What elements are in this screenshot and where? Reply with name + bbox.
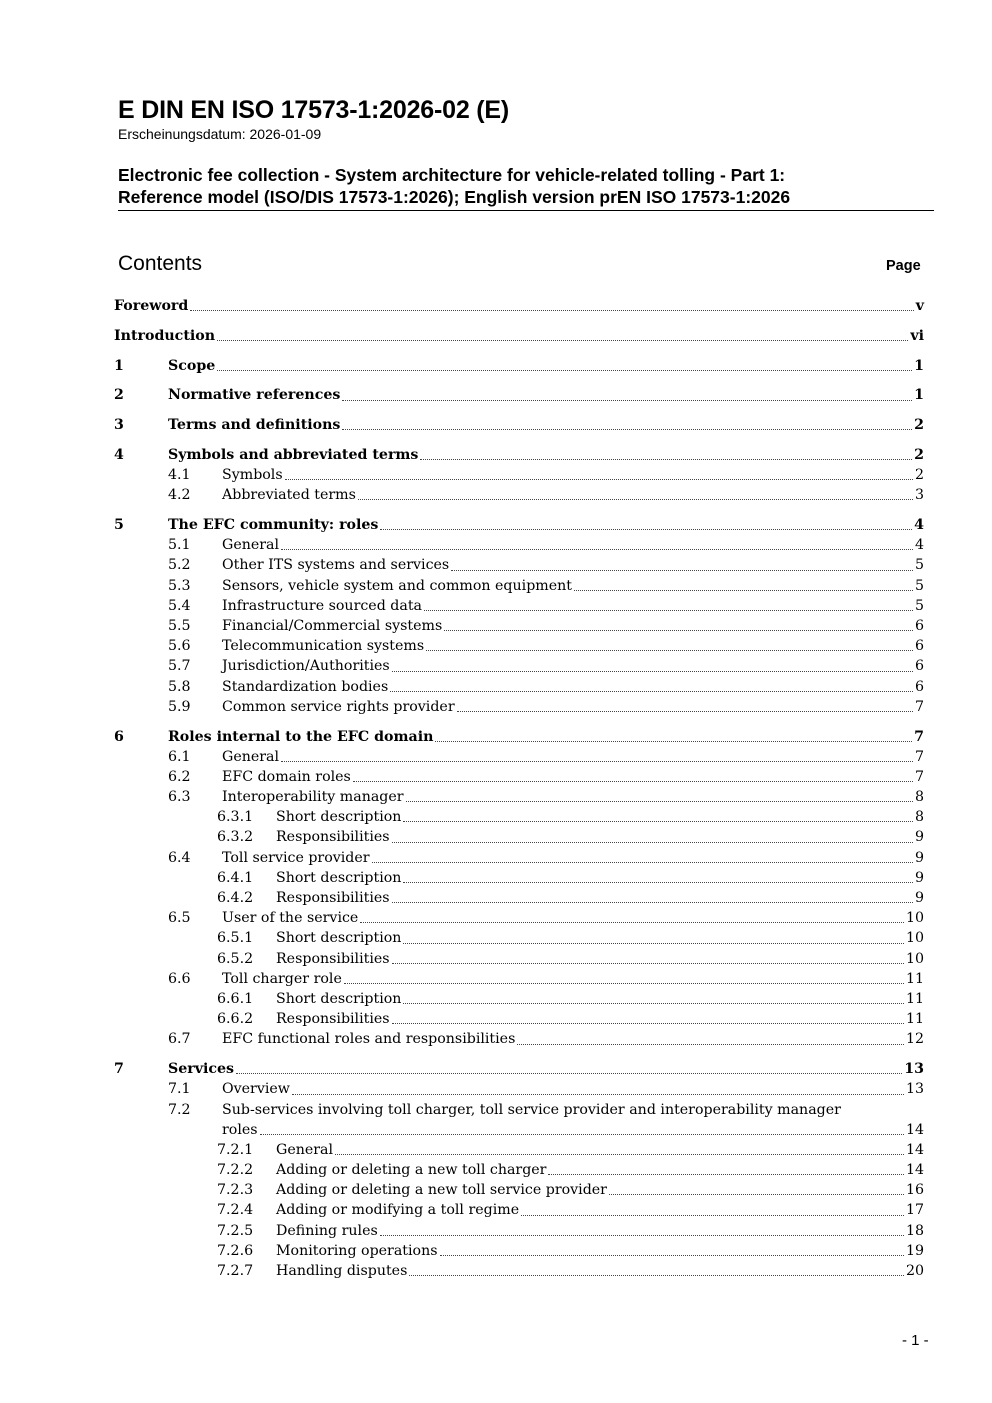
toc-entry[interactable] (114, 787, 924, 807)
toc-entry[interactable] (114, 576, 924, 596)
toc-entry-title: Short description (276, 990, 402, 1007)
toc-entry-number: 5.5 (168, 618, 191, 634)
toc-entry-title: Common service rights provider (222, 698, 455, 715)
toc-entry-title: Short description (276, 809, 402, 826)
toc-entry[interactable] (114, 827, 924, 847)
toc-entry-title: General (222, 748, 280, 765)
toc-entry[interactable] (114, 1241, 924, 1261)
toc-entry-page: 14 (905, 1162, 924, 1179)
toc-entry-page: 16 (905, 1182, 924, 1199)
toc-entry-page: 13 (904, 1061, 924, 1078)
toc-entry-title: Short description (276, 869, 402, 886)
toc-entry-page: 14 (905, 1141, 924, 1158)
toc-entry-title: Standardization bodies (222, 678, 389, 695)
toc-leader-dots (609, 1194, 904, 1195)
toc-entry-page: v (915, 297, 924, 314)
toc-leader-dots (281, 761, 913, 762)
toc-entry[interactable] (114, 1100, 924, 1140)
toc-entry-number: 6.4.1 (217, 869, 254, 886)
toc-entry-title: Symbols (222, 467, 283, 484)
toc-leader-dots (392, 1023, 904, 1024)
toc-entry-number: 7.2.5 (217, 1222, 254, 1239)
toc-entry[interactable] (114, 535, 924, 555)
toc-leader-dots (440, 1255, 904, 1256)
toc-entry[interactable] (114, 1079, 924, 1099)
toc-leader-dots (360, 922, 904, 923)
toc-leader-dots (190, 310, 913, 311)
toc-entry[interactable] (114, 888, 924, 908)
toc-leader-dots (292, 1094, 904, 1095)
toc-entry-title: User of the service (222, 910, 359, 927)
table-of-contents (114, 296, 924, 1281)
toc-entry-page: 5 (914, 557, 924, 574)
toc-entry[interactable] (114, 616, 924, 636)
toc-entry-number: 7.2.2 (217, 1162, 254, 1179)
toc-leader-dots (236, 1073, 902, 1074)
toc-entry-page: 11 (905, 1011, 924, 1028)
toc-entry[interactable] (114, 636, 924, 656)
toc-entry-page: 10 (905, 930, 924, 947)
toc-entry-number: 5 (114, 517, 124, 534)
toc-entry-title: Infrastructure sourced data (222, 597, 422, 614)
toc-leader-dots (420, 459, 912, 460)
toc-entry[interactable] (114, 656, 924, 676)
toc-leader-dots (358, 499, 913, 500)
toc-entry-page: 6 (914, 638, 924, 655)
toc-entry-page: 20 (905, 1263, 924, 1279)
toc-entry-number: 6.5.1 (217, 930, 254, 947)
toc-entry-page: 7 (914, 748, 924, 765)
toc-entry-title: Other ITS systems and services (222, 557, 450, 574)
toc-entry[interactable] (114, 868, 924, 888)
toc-leader-dots (342, 400, 912, 401)
toc-entry-number: 7.2.1 (217, 1141, 254, 1158)
toc-entry[interactable] (114, 1059, 924, 1079)
toc-entry-page: 10 (905, 950, 924, 967)
toc-entry-number: 5.3 (168, 577, 191, 594)
toc-entry-page: 7 (914, 698, 924, 715)
toc-entry-page: 12 (905, 1031, 924, 1048)
toc-entry-title: Responsibilities (276, 890, 390, 907)
toc-entry-number: 5.4 (168, 597, 191, 614)
toc-entry-number: 6.3 (168, 789, 191, 806)
toc-entry[interactable] (114, 555, 924, 575)
toc-entry-title: Foreword (114, 297, 189, 314)
toc-entry[interactable] (114, 485, 924, 505)
toc-entry-number: 5.9 (168, 698, 191, 715)
toc-leader-dots (380, 1235, 904, 1236)
toc-entry-page: 9 (914, 869, 924, 886)
toc-leader-dots (521, 1215, 904, 1216)
toc-entry-page: 8 (914, 809, 924, 826)
toc-leader-dots (372, 862, 913, 863)
toc-entry-title: EFC functional roles and responsibilities (222, 1031, 516, 1048)
toc-entry-title: Normative references (168, 387, 341, 404)
toc-entry-title: Responsibilities (276, 1011, 390, 1028)
toc-entry-title: Telecommunication systems (222, 638, 425, 655)
toc-entry-number: 6.4.2 (217, 890, 254, 907)
toc-entry[interactable] (114, 767, 924, 787)
toc-entry-number: 6.6.2 (217, 1011, 254, 1028)
toc-entry[interactable] (114, 326, 924, 346)
toc-leader-dots (285, 479, 913, 480)
toc-leader-dots (281, 549, 913, 550)
toc-entry-title: Adding or deleting a new toll service provider (276, 1182, 607, 1199)
toc-leader-dots (342, 429, 912, 430)
toc-entry-title: Monitoring operations (276, 1242, 438, 1259)
toc-entry-page: 10 (905, 910, 924, 927)
toc-entry-title: The EFC community: roles (168, 517, 379, 534)
toc-entry-title: Services (168, 1061, 235, 1078)
toc-entry-number: 7.2.6 (217, 1242, 254, 1259)
toc-entry-number: 6.2 (168, 768, 191, 785)
toc-entry-number: 6 (114, 728, 124, 745)
document-id: E DIN EN ISO 17573-1:2026-02 (E) (118, 96, 509, 124)
toc-leader-dots (451, 570, 913, 571)
toc-entry-title: Scope (168, 357, 216, 374)
toc-entry-page: 9 (914, 849, 924, 866)
toc-entry[interactable] (114, 989, 924, 1009)
toc-entry-number: 7.2.7 (217, 1263, 254, 1280)
toc-entry-page: 6 (914, 678, 924, 695)
toc-leader-dots (406, 801, 913, 802)
toc-entry[interactable] (114, 385, 924, 405)
toc-entry[interactable] (114, 928, 924, 948)
toc-entry[interactable] (114, 356, 924, 376)
toc-entry-number: 4 (114, 446, 124, 463)
toc-leader-dots (574, 590, 913, 591)
toc-leader-dots (217, 370, 912, 371)
toc-entry-number: 6.5.2 (217, 950, 254, 967)
toc-entry-title: Overview (222, 1081, 290, 1098)
toc-entry-page: 2 (914, 467, 924, 484)
toc-entry-page: 11 (905, 990, 924, 1007)
toc-leader-dots (435, 741, 912, 742)
toc-entry-number: 7.2.3 (217, 1182, 254, 1199)
toc-entry-number: 2 (114, 387, 124, 404)
toc-entry-number: 7.2.4 (217, 1202, 254, 1219)
toc-entry[interactable] (114, 969, 924, 989)
toc-entry-number: 5.6 (168, 638, 191, 655)
toc-entry-title: Roles internal to the EFC domain (168, 728, 434, 745)
toc-entry-number: 7 (114, 1061, 124, 1078)
toc-leader-dots (426, 650, 913, 651)
toc-entry-page: 14 (905, 1121, 924, 1138)
toc-entry-number: 4.1 (168, 467, 191, 484)
toc-entry-title: Interoperability manager (222, 789, 404, 806)
toc-entry-title: General (222, 537, 280, 554)
toc-entry-page: 7 (914, 768, 924, 785)
toc-entry-number: 6.6 (168, 970, 191, 987)
toc-entry-page: 6 (914, 617, 924, 634)
toc-entry[interactable] (114, 465, 924, 485)
toc-leader-dots (403, 821, 913, 822)
toc-entry[interactable] (114, 596, 924, 616)
toc-leader-dots (392, 842, 913, 843)
toc-leader-dots (444, 630, 913, 631)
toc-entry-number: 5.1 (168, 537, 191, 554)
toc-entry-title: Toll service provider (222, 849, 370, 866)
toc-entry-page: vi (910, 327, 924, 344)
toc-entry[interactable] (114, 1221, 924, 1241)
toc-entry-title: Introduction (114, 327, 216, 344)
toc-entry-title: Terms and definitions (168, 417, 341, 434)
toc-entry-number: 5.7 (168, 658, 191, 675)
toc-entry-page: 5 (914, 597, 924, 614)
toc-entry-title: Handling disputes (276, 1263, 408, 1279)
toc-leader-dots (380, 529, 912, 530)
page-column-heading: Page (886, 258, 921, 274)
toc-entry-page: 5 (914, 577, 924, 594)
toc-leader-dots (392, 671, 913, 672)
toc-leader-dots (424, 610, 913, 611)
toc-entry[interactable] (114, 1029, 924, 1049)
toc-leader-dots (403, 882, 913, 883)
toc-entry-page: 13 (905, 1081, 924, 1098)
toc-entry[interactable] (114, 1009, 924, 1029)
toc-leader-dots (517, 1044, 904, 1045)
toc-leader-dots (548, 1174, 903, 1175)
toc-entry-title-continued: roles (222, 1121, 258, 1138)
toc-leader-dots (390, 691, 913, 692)
toc-entry[interactable] (114, 415, 924, 435)
toc-leader-dots (217, 340, 908, 341)
toc-entry[interactable] (114, 949, 924, 969)
toc-entry[interactable] (114, 296, 924, 316)
toc-entry-title: Adding or modifying a toll regime (276, 1202, 520, 1219)
toc-entry-number: 4.2 (168, 487, 191, 504)
toc-entry-title: Defining rules (276, 1222, 378, 1239)
toc-leader-dots (335, 1154, 904, 1155)
toc-entry-number: 6.3.2 (217, 829, 254, 846)
toc-leader-dots (403, 1003, 904, 1004)
toc-entry-number: 6.5 (168, 910, 191, 927)
publication-date: Erscheinungsdatum: 2026-01-09 (118, 126, 322, 142)
toc-entry-page: 9 (914, 829, 924, 846)
title-divider (118, 210, 934, 211)
toc-leader-dots (260, 1134, 904, 1135)
toc-entry-page: 2 (914, 417, 924, 434)
toc-entry-title: Responsibilities (276, 829, 390, 846)
toc-entry[interactable] (114, 908, 924, 928)
toc-entry-title: Abbreviated terms (222, 487, 356, 504)
toc-entry-number: 6.4 (168, 849, 191, 866)
toc-entry[interactable] (114, 1160, 924, 1180)
toc-entry-title: Short description (276, 930, 402, 947)
toc-leader-dots (392, 902, 913, 903)
contents-heading: Contents (118, 252, 203, 275)
toc-entry-title: EFC domain roles (222, 768, 351, 785)
toc-entry-page: 1 (914, 387, 924, 404)
toc-entry-page: 17 (905, 1202, 924, 1219)
toc-entry[interactable] (114, 747, 924, 767)
toc-entry-title: Toll charger role (222, 970, 342, 987)
toc-entry-title: Sub-services involving toll charger, toll service provider and interoperability manager (222, 1101, 841, 1118)
toc-entry-number: 1 (114, 357, 124, 374)
toc-entry-title: Symbols and abbreviated terms (168, 446, 419, 463)
toc-entry-page: 3 (914, 487, 924, 504)
toc-entry[interactable] (114, 1261, 924, 1281)
toc-entry-page: 6 (914, 658, 924, 675)
toc-entry-title: Jurisdiction/Authorities (222, 658, 390, 675)
toc-entry-number: 7.1 (168, 1081, 191, 1098)
toc-entry-number: 6.6.1 (217, 990, 254, 1007)
toc-leader-dots (403, 943, 904, 944)
toc-entry[interactable] (114, 1140, 924, 1160)
toc-entry-number: 3 (114, 417, 124, 434)
toc-entry-number: 5.8 (168, 678, 191, 695)
toc-entry-page: 9 (914, 890, 924, 907)
page-number: - 1 - (902, 1332, 929, 1349)
toc-entry[interactable] (114, 807, 924, 827)
toc-entry[interactable] (114, 697, 924, 717)
toc-leader-dots (344, 983, 904, 984)
toc-entry[interactable] (114, 1200, 924, 1220)
toc-entry-number: 6.3.1 (217, 809, 254, 826)
toc-entry[interactable] (114, 677, 924, 697)
toc-entry-page: 4 (914, 537, 924, 554)
toc-entry[interactable] (114, 1180, 924, 1200)
toc-entry-number: 7.2 (168, 1101, 191, 1118)
toc-entry-page: 1 (914, 357, 924, 374)
toc-entry-page: 19 (905, 1242, 924, 1259)
toc-leader-dots (409, 1275, 904, 1276)
toc-leader-dots (457, 711, 913, 712)
toc-entry-number: 5.2 (168, 557, 191, 574)
toc-entry-title: General (276, 1141, 334, 1158)
toc-entry-title: Financial/Commercial systems (222, 617, 443, 634)
toc-entry-title: Sensors, vehicle system and common equipment (222, 577, 572, 594)
toc-entry-number: 6.7 (168, 1031, 191, 1048)
toc-entry-page: 4 (914, 517, 924, 534)
toc-entry-title: Responsibilities (276, 950, 390, 967)
toc-entry-page: 2 (914, 446, 924, 463)
toc-entry[interactable] (114, 515, 924, 535)
toc-entry-number: 6.1 (168, 748, 191, 765)
toc-entry[interactable] (114, 848, 924, 868)
standard-title (118, 164, 918, 208)
toc-entry-page: 8 (914, 789, 924, 806)
toc-entry-page: 11 (905, 970, 924, 987)
toc-entry-page: 7 (914, 728, 924, 745)
toc-entry[interactable] (114, 727, 924, 747)
toc-entry-title: Adding or deleting a new toll charger (276, 1162, 547, 1179)
standard-title-line-2: Reference model (ISO/DIS 17573-1:2026); English version prEN ISO 17573-1:2026 (118, 187, 791, 207)
toc-leader-dots (353, 781, 913, 782)
toc-leader-dots (392, 963, 904, 964)
toc-entry-page: 18 (905, 1222, 924, 1239)
standard-title-line-1: Electronic fee collection - System architecture for vehicle-related tolling - Part 1: (118, 165, 786, 185)
toc-entry[interactable] (114, 445, 924, 465)
